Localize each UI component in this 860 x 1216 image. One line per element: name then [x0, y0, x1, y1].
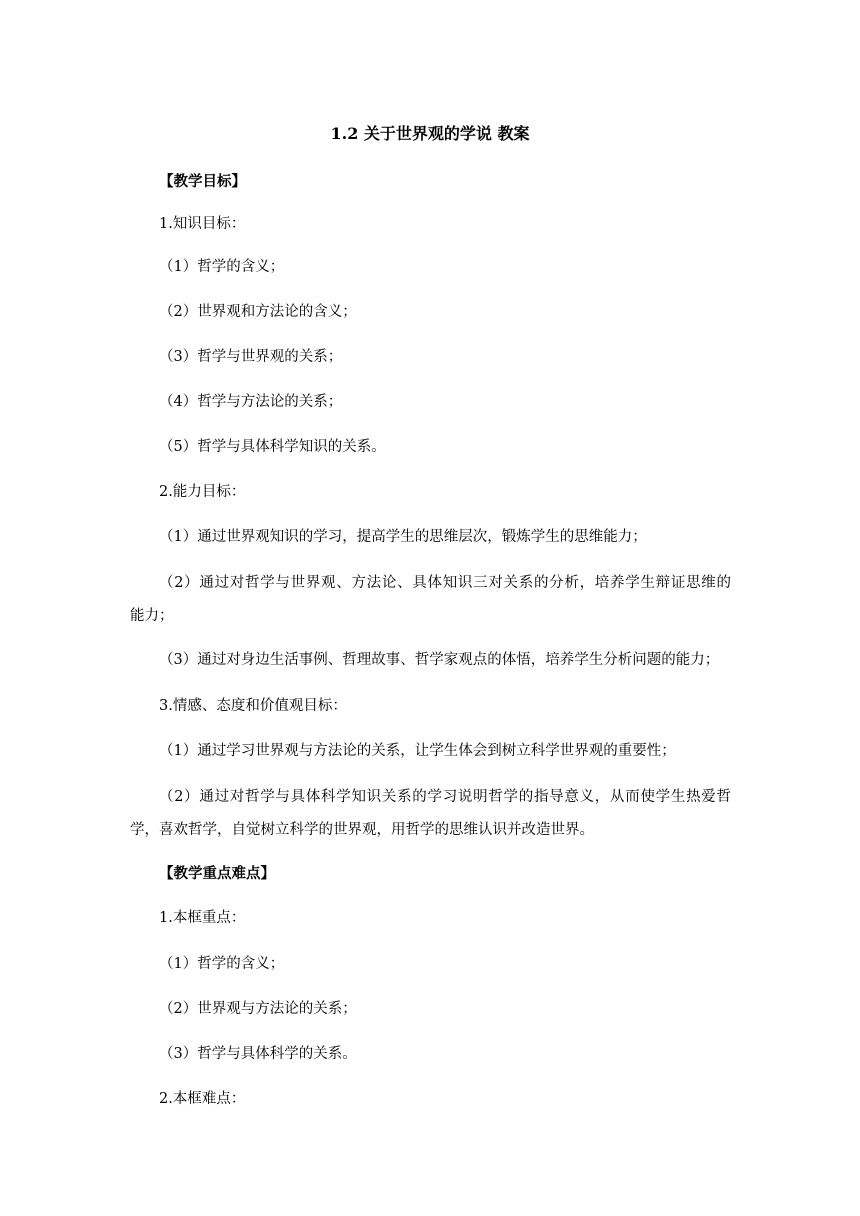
subheading-emotion-goals: 3.情感、态度和价值观目标：	[159, 698, 347, 714]
ability-item-continuation: 能力；	[130, 608, 174, 624]
emotion-item: （2）通过对哲学与具体科学知识关系的学习说明哲学的指导意义，从而使学生热爱哲	[159, 789, 731, 805]
ability-item: （1）通过世界观知识的学习，提高学生的思维层次，锻炼学生的思维能力；	[159, 529, 647, 545]
focus-item: （2）世界观与方法论的关系；	[159, 1001, 357, 1017]
focus-item: （1）哲学的含义；	[159, 956, 285, 972]
knowledge-item: （2）世界观和方法论的含义；	[159, 304, 357, 320]
knowledge-item: （3）哲学与世界观的关系；	[159, 349, 343, 365]
emotion-item: （1）通过学习世界观与方法论的关系，让学生体会到树立科学世界观的重要性；	[159, 743, 676, 759]
document-title: 1.2 关于世界观的学说 教案	[330, 124, 530, 143]
subheading-ability-goals: 2.能力目标：	[159, 484, 246, 500]
knowledge-item: （4）哲学与方法论的关系；	[159, 394, 343, 410]
focus-item: （3）哲学与具体科学的关系。	[159, 1046, 357, 1062]
subheading-difficulty: 2.本框难点：	[159, 1091, 246, 1107]
knowledge-item: （1）哲学的含义；	[159, 259, 285, 275]
subheading-focus: 1.本框重点：	[159, 910, 246, 926]
emotion-item-continuation: 学，喜欢哲学，自觉树立科学的世界观，用哲学的思维认识并改造世界。	[130, 822, 594, 838]
knowledge-item: （5）哲学与具体科学知识的关系。	[159, 439, 386, 455]
ability-item: （2）通过对哲学与世界观、方法论、具体知识三对关系的分析，培养学生辩证思维的	[159, 575, 731, 591]
section-heading-key-points: 【教学重点难点】	[159, 865, 275, 882]
ability-item: （3）通过对身边生活事例、哲理故事、哲学家观点的体悟，培养学生分析问题的能力；	[159, 652, 720, 668]
section-heading-teaching-goals: 【教学目标】	[159, 173, 246, 190]
subheading-knowledge-goals: 1.知识目标：	[159, 216, 246, 232]
